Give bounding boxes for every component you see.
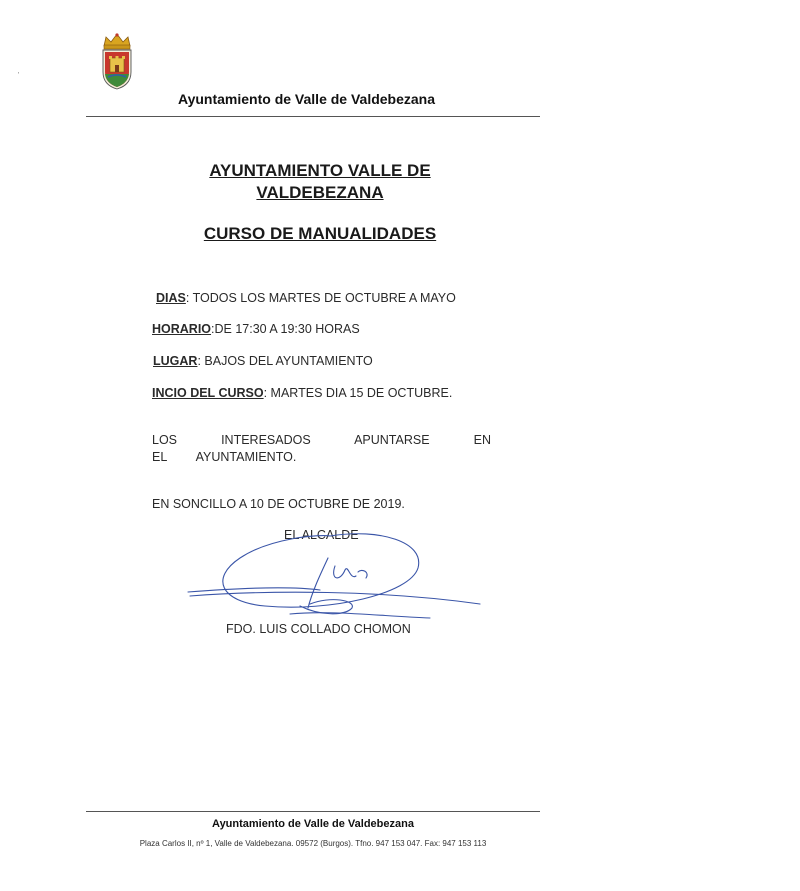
signatory-name: FDO. LUIS COLLADO CHOMON [226, 622, 411, 636]
document-title: AYUNTAMIENTO VALLE DE VALDEBEZANA [209, 161, 431, 202]
mayor-title: EL ALCALDE [284, 528, 359, 542]
place-date: EN SONCILLO A 10 DE OCTUBRE DE 2019. [152, 497, 405, 511]
coat-of-arms-icon [100, 32, 134, 90]
footer-municipality: Ayuntamiento de Valle de Valdebezana [212, 818, 414, 830]
scan-mark: ' [18, 72, 20, 79]
horario-line [152, 322, 360, 336]
course-title: CURSO DE MANUALIDADES [203, 224, 437, 243]
dias-line [156, 291, 456, 305]
footer-address: Plaza Carlos II, nº 1, Valle de Valdebezana. 09572 (Burgos). Tfno. 947 153 047. Fax: 947 153 113 [139, 839, 487, 848]
footer-divider [86, 811, 540, 812]
registration-notice: LOS INTERESADOS APUNTARSE EN EL AYUNTAMIENTO. [152, 433, 491, 464]
inicio-value: : MARTES DIA 15 DE OCTUBRE. [263, 386, 453, 400]
handwritten-signature [180, 520, 490, 630]
lugar-label: LUGAR [153, 354, 198, 368]
inicio-label: INCIO DEL CURSO [152, 386, 264, 400]
horario-value: :DE 17:30 A 19:30 HORAS [211, 322, 360, 336]
header-divider [86, 116, 540, 117]
header-municipality: Ayuntamiento de Valle de Valdebezana [178, 91, 436, 107]
lugar-line [153, 354, 373, 368]
horario-label: HORARIO [152, 322, 212, 336]
dias-value: : TODOS LOS MARTES DE OCTUBRE A MAYO [185, 291, 456, 305]
inicio-line [152, 386, 452, 400]
lugar-value: : BAJOS DEL AYUNTAMIENTO [197, 354, 373, 368]
dias-label: DIAS [156, 291, 186, 305]
